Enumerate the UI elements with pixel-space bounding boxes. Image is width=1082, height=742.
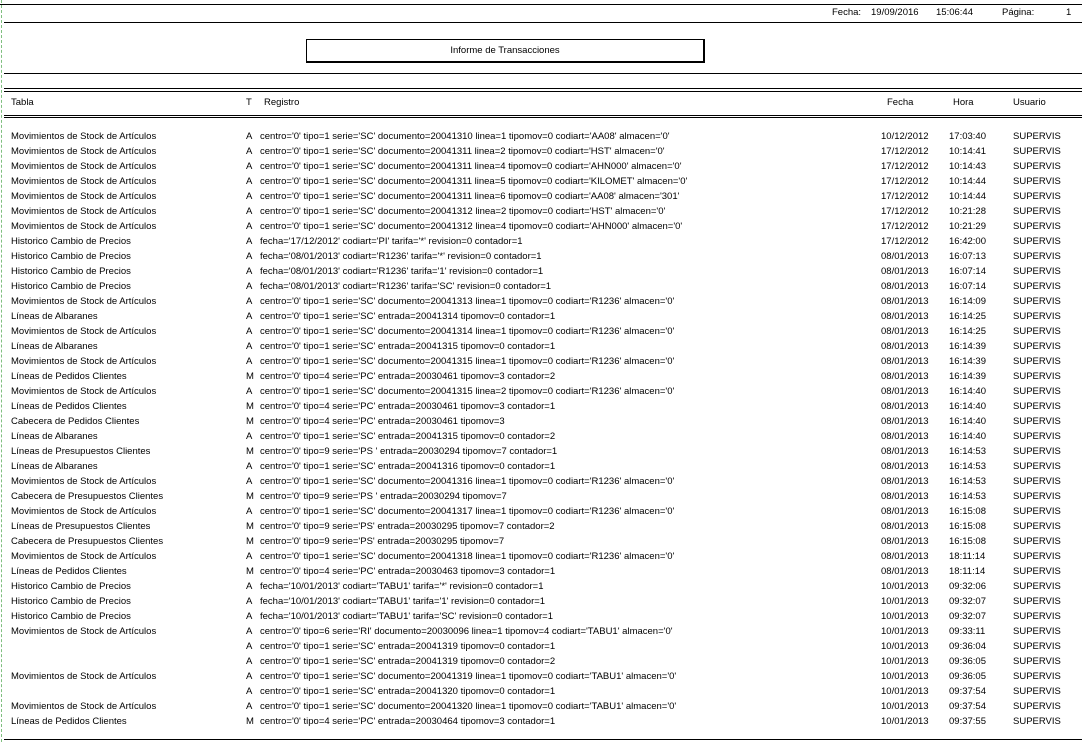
cell-fecha: 10/01/2013	[881, 611, 929, 622]
cell-usuario: SUPERVIS	[1013, 446, 1061, 457]
cell-registro: centro='0' tipo=1 serie='SC' documento=20041312 linea=4 tipomov=0 codiart='AHN000' almacen='0'	[260, 221, 683, 232]
cell-hora: 09:36:04	[949, 641, 986, 652]
cell-fecha: 08/01/2013	[881, 371, 929, 382]
cell-tabla: Movimientos de Stock de Artículos	[11, 701, 157, 712]
table-row	[0, 399, 1082, 414]
cell-hora: 10:14:44	[949, 191, 986, 202]
cell-tabla: Movimientos de Stock de Artículos	[11, 146, 157, 157]
cell-usuario: SUPERVIS	[1013, 461, 1061, 472]
cell-tabla: Líneas de Pedidos Clientes	[11, 401, 127, 412]
cell-hora: 09:37:54	[949, 686, 986, 697]
cell-registro: fecha='08/01/2013' codiart='R1236' tarifa='1' revision=0 contador=1	[260, 266, 544, 277]
table-row	[0, 684, 1082, 699]
cell-type: A	[246, 551, 253, 562]
cell-hora: 16:14:40	[949, 431, 986, 442]
cell-fecha: 08/01/2013	[881, 401, 929, 412]
cell-fecha: 08/01/2013	[881, 461, 929, 472]
cell-hora: 16:14:53	[949, 476, 986, 487]
table-row	[0, 564, 1082, 579]
table-row	[0, 714, 1082, 729]
cell-usuario: SUPERVIS	[1013, 191, 1061, 202]
cell-fecha: 10/01/2013	[881, 686, 929, 697]
cell-registro: centro='0' tipo=9 serie='PS' entrada=20030295 tipomov=7	[260, 536, 505, 547]
cell-registro: fecha='10/01/2013' codiart='TABU1' tarifa='1' revision=0 contador=1	[260, 596, 546, 607]
cell-usuario: SUPERVIS	[1013, 611, 1061, 622]
hora-value: 15:06:44	[936, 7, 973, 18]
cell-usuario: SUPERVIS	[1013, 656, 1061, 667]
cell-type: A	[246, 206, 253, 217]
cell-type: M	[246, 401, 254, 412]
cell-hora: 10:14:44	[949, 176, 986, 187]
table-row	[0, 519, 1082, 534]
cell-type: A	[246, 311, 253, 322]
column-header-tabla: Tabla	[11, 97, 34, 108]
table-row	[0, 159, 1082, 174]
table-row	[0, 354, 1082, 369]
table-row	[0, 204, 1082, 219]
cell-tabla: Movimientos de Stock de Artículos	[11, 551, 157, 562]
cell-tabla: Cabecera de Presupuestos Clientes	[11, 491, 164, 502]
cell-registro: centro='0' tipo=1 serie='SC' documento=20041311 linea=4 tipomov=0 codiart='AHN000' almacen='0'	[260, 161, 682, 172]
cell-usuario: SUPERVIS	[1013, 716, 1061, 727]
report-title: Informe de Transacciones	[450, 45, 560, 56]
cell-usuario: SUPERVIS	[1013, 686, 1061, 697]
cell-fecha: 10/01/2013	[881, 716, 929, 727]
cell-fecha: 08/01/2013	[881, 566, 929, 577]
cell-tabla: Movimientos de Stock de Artículos	[11, 131, 157, 142]
table-row	[0, 264, 1082, 279]
cell-hora: 10:14:43	[949, 161, 986, 172]
cell-registro: centro='0' tipo=4 serie='PC' entrada=20030461 tipomov=3 contador=1	[260, 401, 556, 412]
cell-hora: 10:21:29	[949, 221, 986, 232]
cell-tabla: Historico Cambio de Precios	[11, 251, 131, 262]
table-row	[0, 549, 1082, 564]
cell-registro: fecha='08/01/2013' codiart='R1236' tarifa='*' revision=0 contador=1	[260, 251, 542, 262]
cell-fecha: 08/01/2013	[881, 551, 929, 562]
table-row	[0, 534, 1082, 549]
cell-type: A	[246, 641, 253, 652]
column-header-t: T	[246, 97, 252, 108]
cell-registro: centro='0' tipo=4 serie='PC' entrada=20030464 tipomov=3 contador=1	[260, 716, 556, 727]
cell-hora: 18:11:14	[949, 551, 986, 562]
column-header-registro: Registro	[264, 97, 300, 108]
cell-tabla: Movimientos de Stock de Artículos	[11, 296, 157, 307]
table-row	[0, 654, 1082, 669]
cell-tabla: Movimientos de Stock de Artículos	[11, 221, 157, 232]
cell-tabla: Cabecera de Presupuestos Clientes	[11, 536, 164, 547]
cell-type: A	[246, 656, 253, 667]
table-row	[0, 609, 1082, 624]
cell-type: A	[246, 221, 253, 232]
cell-hora: 16:14:40	[949, 386, 986, 397]
cell-registro: centro='0' tipo=1 serie='SC' documento=20041310 linea=1 tipomov=0 codiart='AA08' almacen='0'	[260, 131, 670, 142]
column-header-fecha: Fecha	[887, 97, 914, 108]
cell-hora: 16:14:25	[949, 326, 986, 337]
table-row	[0, 249, 1082, 264]
cell-hora: 16:14:53	[949, 491, 986, 502]
cell-hora: 16:14:39	[949, 371, 986, 382]
cell-type: M	[246, 371, 254, 382]
cell-usuario: SUPERVIS	[1013, 386, 1061, 397]
cell-tabla: Movimientos de Stock de Artículos	[11, 206, 157, 217]
cell-type: A	[246, 431, 253, 442]
cell-registro: centro='0' tipo=9 serie='PS ' entrada=20030294 tipomov=7 contador=1	[260, 446, 558, 457]
cell-fecha: 08/01/2013	[881, 431, 929, 442]
cell-type: A	[246, 251, 253, 262]
cell-registro: centro='0' tipo=9 serie='PS' entrada=20030295 tipomov=7 contador=2	[260, 521, 555, 532]
fecha-value: 19/09/2016	[871, 7, 919, 18]
cell-type: A	[246, 341, 253, 352]
cell-usuario: SUPERVIS	[1013, 161, 1061, 172]
cell-hora: 10:14:41	[949, 146, 986, 157]
cell-fecha: 08/01/2013	[881, 311, 929, 322]
cell-usuario: SUPERVIS	[1013, 671, 1061, 682]
cell-hora: 09:36:05	[949, 656, 986, 667]
table-row	[0, 339, 1082, 354]
cell-usuario: SUPERVIS	[1013, 251, 1061, 262]
table-row	[0, 429, 1082, 444]
footer-rule	[4, 739, 1082, 740]
cell-usuario: SUPERVIS	[1013, 536, 1061, 547]
cell-usuario: SUPERVIS	[1013, 701, 1061, 712]
cell-type: A	[246, 296, 253, 307]
cell-type: A	[246, 146, 253, 157]
cell-registro: centro='0' tipo=1 serie='SC' entrada=20041314 tipomov=0 contador=1	[260, 311, 556, 322]
cell-hora: 09:33:11	[949, 626, 986, 637]
table-row	[0, 174, 1082, 189]
cell-tabla: Movimientos de Stock de Artículos	[11, 671, 157, 682]
table-row	[0, 309, 1082, 324]
table-row	[0, 129, 1082, 144]
cell-fecha: 08/01/2013	[881, 281, 929, 292]
cell-tabla: Historico Cambio de Precios	[11, 581, 131, 592]
cell-registro: centro='0' tipo=1 serie='SC' documento=20041315 linea=2 tipomov=0 codiart='R1236' almacen='0'	[260, 386, 675, 397]
cell-type: A	[246, 506, 253, 517]
columns-bottom-rule-1	[4, 115, 1082, 116]
cell-usuario: SUPERVIS	[1013, 356, 1061, 367]
cell-registro: centro='0' tipo=1 serie='SC' entrada=20041315 tipomov=0 contador=1	[260, 341, 556, 352]
table-row	[0, 699, 1082, 714]
table-row	[0, 384, 1082, 399]
cell-registro: centro='0' tipo=1 serie='SC' documento=20041318 linea=1 tipomov=0 codiart='R1236' almacen='0'	[260, 551, 675, 562]
cell-tabla: Movimientos de Stock de Artículos	[11, 356, 157, 367]
transactions-table	[0, 129, 1082, 729]
fecha-label: Fecha:	[832, 7, 862, 18]
cell-registro: centro='0' tipo=1 serie='SC' documento=20041311 linea=5 tipomov=0 codiart='KILOMET' almacen='0'	[260, 176, 688, 187]
cell-hora: 09:32:06	[949, 581, 986, 592]
cell-type: M	[246, 446, 254, 457]
cell-hora: 16:15:08	[949, 521, 986, 532]
cell-tabla: Líneas de Albaranes	[11, 431, 98, 442]
cell-type: M	[246, 521, 254, 532]
cell-tabla: Movimientos de Stock de Artículos	[11, 506, 157, 517]
cell-usuario: SUPERVIS	[1013, 551, 1061, 562]
cell-fecha: 08/01/2013	[881, 251, 929, 262]
cell-hora: 16:15:08	[949, 506, 986, 517]
cell-tabla: Líneas de Albaranes	[11, 341, 98, 352]
column-header-hora: Hora	[953, 97, 974, 108]
table-row	[0, 459, 1082, 474]
cell-usuario: SUPERVIS	[1013, 626, 1061, 637]
cell-type: A	[246, 581, 253, 592]
cell-usuario: SUPERVIS	[1013, 311, 1061, 322]
cell-type: A	[246, 281, 253, 292]
cell-hora: 18:11:14	[949, 566, 986, 577]
cell-registro: fecha='17/12/2012' codiart='PI' tarifa='*' revision=0 contador=1	[260, 236, 523, 247]
cell-hora: 09:37:54	[949, 701, 986, 712]
cell-registro: centro='0' tipo=1 serie='SC' entrada=20041319 tipomov=0 contador=2	[260, 656, 556, 667]
cell-type: A	[246, 701, 253, 712]
table-row	[0, 624, 1082, 639]
columns-top-rule-1	[4, 88, 1082, 89]
cell-registro: fecha='10/01/2013' codiart='TABU1' tarifa='*' revision=0 contador=1	[260, 581, 544, 592]
cell-fecha: 08/01/2013	[881, 341, 929, 352]
cell-type: A	[246, 386, 253, 397]
cell-fecha: 10/12/2012	[881, 131, 929, 142]
cell-registro: centro='0' tipo=1 serie='SC' documento=20041313 linea=1 tipomov=0 codiart='R1236' almacen='0'	[260, 296, 675, 307]
cell-hora: 09:32:07	[949, 611, 986, 622]
cell-tabla: Movimientos de Stock de Artículos	[11, 626, 157, 637]
cell-fecha: 17/12/2012	[881, 221, 929, 232]
cell-registro: centro='0' tipo=1 serie='SC' documento=20041311 linea=6 tipomov=0 codiart='AA08' almacen='301'	[260, 191, 680, 202]
cell-fecha: 10/01/2013	[881, 581, 929, 592]
table-row	[0, 444, 1082, 459]
cell-hora: 16:15:08	[949, 536, 986, 547]
cell-hora: 17:03:40	[949, 131, 986, 142]
pagina-value: 1	[1066, 7, 1072, 18]
cell-usuario: SUPERVIS	[1013, 206, 1061, 217]
cell-usuario: SUPERVIS	[1013, 521, 1061, 532]
cell-registro: centro='0' tipo=1 serie='SC' documento=20041317 linea=1 tipomov=0 codiart='R1236' almacen='0'	[260, 506, 675, 517]
cell-tabla: Movimientos de Stock de Artículos	[11, 326, 157, 337]
cell-usuario: SUPERVIS	[1013, 281, 1061, 292]
cell-registro: centro='0' tipo=4 serie='PC' entrada=20030461 tipomov=3	[260, 416, 505, 427]
cell-type: A	[246, 461, 253, 472]
cell-usuario: SUPERVIS	[1013, 596, 1061, 607]
cell-registro: centro='0' tipo=1 serie='SC' entrada=20041315 tipomov=0 contador=2	[260, 431, 556, 442]
cell-usuario: SUPERVIS	[1013, 266, 1061, 277]
cell-tabla: Historico Cambio de Precios	[11, 266, 131, 277]
table-row	[0, 279, 1082, 294]
cell-tabla: Líneas de Presupuestos Clientes	[11, 446, 151, 457]
table-row	[0, 669, 1082, 684]
cell-fecha: 17/12/2012	[881, 176, 929, 187]
cell-hora: 16:14:40	[949, 416, 986, 427]
cell-type: A	[246, 626, 253, 637]
cell-type: A	[246, 131, 253, 142]
table-row	[0, 474, 1082, 489]
cell-registro: centro='0' tipo=1 serie='SC' entrada=20041319 tipomov=0 contador=1	[260, 641, 556, 652]
cell-fecha: 08/01/2013	[881, 296, 929, 307]
cell-type: M	[246, 491, 254, 502]
cell-registro: centro='0' tipo=1 serie='SC' documento=20041311 linea=2 tipomov=0 codiart='HST' almacen='0'	[260, 146, 665, 157]
table-row	[0, 369, 1082, 384]
cell-tabla: Líneas de Albaranes	[11, 461, 98, 472]
cell-registro: centro='0' tipo=1 serie='SC' documento=20041316 linea=1 tipomov=0 codiart='R1236' almacen='0'	[260, 476, 675, 487]
cell-fecha: 08/01/2013	[881, 506, 929, 517]
cell-usuario: SUPERVIS	[1013, 581, 1061, 592]
cell-tabla: Movimientos de Stock de Artículos	[11, 176, 157, 187]
cell-registro: centro='0' tipo=1 serie='SC' documento=20041314 linea=1 tipomov=0 codiart='R1236' almacen='0'	[260, 326, 675, 337]
cell-fecha: 08/01/2013	[881, 476, 929, 487]
cell-registro: centro='0' tipo=1 serie='SC' documento=20041319 linea=1 tipomov=0 codiart='TABU1' almacen='0'	[260, 671, 677, 682]
cell-type: A	[246, 611, 253, 622]
cell-usuario: SUPERVIS	[1013, 236, 1061, 247]
cell-hora: 10:21:28	[949, 206, 986, 217]
cell-registro: centro='0' tipo=1 serie='SC' documento=20041320 linea=1 tipomov=0 codiart='TABU1' almacen='0'	[260, 701, 677, 712]
cell-usuario: SUPERVIS	[1013, 341, 1061, 352]
cell-type: A	[246, 236, 253, 247]
cell-fecha: 10/01/2013	[881, 626, 929, 637]
cell-type: A	[246, 266, 253, 277]
cell-fecha: 17/12/2012	[881, 191, 929, 202]
cell-tabla: Cabecera de Pedidos Clientes	[11, 416, 140, 427]
cell-registro: centro='0' tipo=4 serie='PC' entrada=20030463 tipomov=3 contador=1	[260, 566, 556, 577]
cell-hora: 16:14:09	[949, 296, 986, 307]
cell-type: A	[246, 326, 253, 337]
cell-fecha: 17/12/2012	[881, 146, 929, 157]
cell-fecha: 08/01/2013	[881, 386, 929, 397]
cell-tabla: Historico Cambio de Precios	[11, 236, 131, 247]
cell-fecha: 17/12/2012	[881, 236, 929, 247]
cell-tabla: Movimientos de Stock de Artículos	[11, 476, 157, 487]
cell-tabla: Movimientos de Stock de Artículos	[11, 386, 157, 397]
cell-usuario: SUPERVIS	[1013, 416, 1061, 427]
cell-hora: 16:14:39	[949, 341, 986, 352]
report-title-box	[306, 39, 705, 63]
cell-type: A	[246, 356, 253, 367]
cell-usuario: SUPERVIS	[1013, 476, 1061, 487]
cell-fecha: 17/12/2012	[881, 161, 929, 172]
cell-usuario: SUPERVIS	[1013, 641, 1061, 652]
cell-fecha: 08/01/2013	[881, 446, 929, 457]
header-rule	[4, 22, 1082, 23]
table-row	[0, 504, 1082, 519]
pagina-label: Página:	[1002, 7, 1035, 18]
cell-type: A	[246, 176, 253, 187]
table-row	[0, 414, 1082, 429]
top-rule	[0, 4, 1082, 5]
cell-type: A	[246, 191, 253, 202]
cell-tabla: Líneas de Pedidos Clientes	[11, 566, 127, 577]
table-row	[0, 234, 1082, 249]
cell-tabla: Líneas de Albaranes	[11, 311, 98, 322]
cell-usuario: SUPERVIS	[1013, 221, 1061, 232]
columns-top-rule-2	[4, 91, 1082, 92]
cell-type: M	[246, 566, 254, 577]
cell-fecha: 08/01/2013	[881, 266, 929, 277]
columns-bottom-rule-2	[4, 117, 1082, 118]
cell-registro: fecha='10/01/2013' codiart='TABU1' tarifa='SC' revision=0 contador=1	[260, 611, 553, 622]
cell-hora: 16:14:53	[949, 446, 986, 457]
table-row	[0, 489, 1082, 504]
cell-tabla: Movimientos de Stock de Artículos	[11, 191, 157, 202]
cell-hora: 16:07:14	[949, 281, 986, 292]
cell-registro: centro='0' tipo=6 serie='RI' documento=20030096 linea=1 tipomov=4 codiart='TABU1' almacen='0'	[260, 626, 673, 637]
cell-hora: 16:14:53	[949, 461, 986, 472]
cell-usuario: SUPERVIS	[1013, 401, 1061, 412]
cell-tabla: Historico Cambio de Precios	[11, 596, 131, 607]
cell-usuario: SUPERVIS	[1013, 131, 1061, 142]
cell-type: M	[246, 416, 254, 427]
cell-type: A	[246, 671, 253, 682]
table-row	[0, 144, 1082, 159]
table-row	[0, 324, 1082, 339]
cell-fecha: 10/01/2013	[881, 656, 929, 667]
table-row	[0, 639, 1082, 654]
cell-fecha: 08/01/2013	[881, 491, 929, 502]
cell-tabla: Historico Cambio de Precios	[11, 611, 131, 622]
cell-usuario: SUPERVIS	[1013, 431, 1061, 442]
column-header-usuario: Usuario	[1013, 97, 1046, 108]
cell-fecha: 10/01/2013	[881, 701, 929, 712]
cell-hora: 09:36:05	[949, 671, 986, 682]
cell-fecha: 08/01/2013	[881, 356, 929, 367]
cell-type: A	[246, 161, 253, 172]
cell-hora: 16:42:00	[949, 236, 986, 247]
cell-fecha: 08/01/2013	[881, 326, 929, 337]
cell-tabla: Historico Cambio de Precios	[11, 281, 131, 292]
cell-fecha: 17/12/2012	[881, 206, 929, 217]
cell-registro: centro='0' tipo=4 serie='PC' entrada=20030461 tipomov=3 contador=2	[260, 371, 556, 382]
cell-usuario: SUPERVIS	[1013, 176, 1061, 187]
cell-registro: centro='0' tipo=9 serie='PS ' entrada=20030294 tipomov=7	[260, 491, 507, 502]
cell-hora: 09:37:55	[949, 716, 986, 727]
cell-usuario: SUPERVIS	[1013, 146, 1061, 157]
cell-usuario: SUPERVIS	[1013, 491, 1061, 502]
cell-fecha: 08/01/2013	[881, 521, 929, 532]
cell-hora: 16:14:40	[949, 401, 986, 412]
cell-registro: centro='0' tipo=1 serie='SC' documento=20041315 linea=1 tipomov=0 codiart='R1236' almacen='0'	[260, 356, 675, 367]
cell-type: M	[246, 716, 254, 727]
cell-usuario: SUPERVIS	[1013, 566, 1061, 577]
cell-tabla: Líneas de Pedidos Clientes	[11, 716, 127, 727]
cell-hora: 16:14:39	[949, 356, 986, 367]
cell-fecha: 10/01/2013	[881, 641, 929, 652]
cell-type: A	[246, 476, 253, 487]
cell-registro: centro='0' tipo=1 serie='SC' entrada=20041316 tipomov=0 contador=1	[260, 461, 556, 472]
table-row	[0, 594, 1082, 609]
cell-usuario: SUPERVIS	[1013, 326, 1061, 337]
cell-tabla: Líneas de Presupuestos Clientes	[11, 521, 151, 532]
cell-type: A	[246, 686, 253, 697]
table-row	[0, 294, 1082, 309]
cell-usuario: SUPERVIS	[1013, 371, 1061, 382]
cell-registro: centro='0' tipo=1 serie='SC' documento=20041312 linea=2 tipomov=0 codiart='HST' almacen='0'	[260, 206, 666, 217]
cell-hora: 16:14:25	[949, 311, 986, 322]
cell-usuario: SUPERVIS	[1013, 506, 1061, 517]
cell-hora: 16:07:14	[949, 266, 986, 277]
cell-fecha: 08/01/2013	[881, 536, 929, 547]
table-row	[0, 219, 1082, 234]
table-row	[0, 189, 1082, 204]
table-row	[0, 579, 1082, 594]
title-rule	[4, 73, 1082, 74]
cell-registro: fecha='08/01/2013' codiart='R1236' tarifa='SC' revision=0 contador=1	[260, 281, 552, 292]
cell-type: A	[246, 596, 253, 607]
cell-registro: centro='0' tipo=1 serie='SC' entrada=20041320 tipomov=0 contador=1	[260, 686, 556, 697]
cell-hora: 09:32:07	[949, 596, 986, 607]
cell-hora: 16:07:13	[949, 251, 986, 262]
cell-fecha: 10/01/2013	[881, 671, 929, 682]
cell-usuario: SUPERVIS	[1013, 296, 1061, 307]
cell-tabla: Líneas de Pedidos Clientes	[11, 371, 127, 382]
cell-tabla: Movimientos de Stock de Artículos	[11, 161, 157, 172]
cell-type: M	[246, 536, 254, 547]
cell-fecha: 08/01/2013	[881, 416, 929, 427]
cell-fecha: 10/01/2013	[881, 596, 929, 607]
